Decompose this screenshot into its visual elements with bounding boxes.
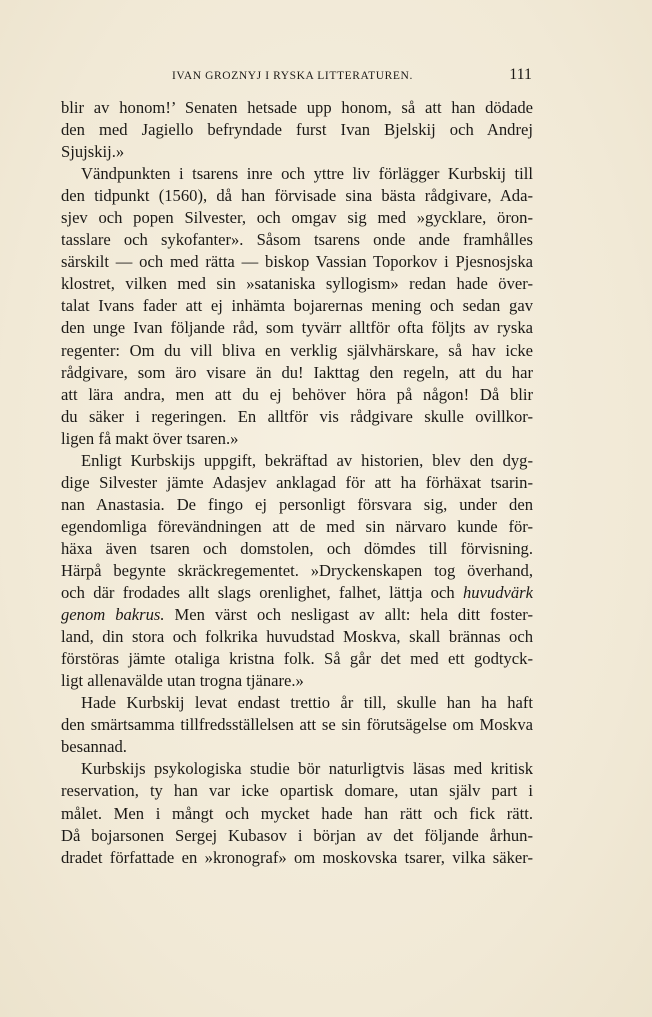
text-line: ligt allenavälde utan trogna tjänare.» <box>61 671 304 691</box>
text-line: Kurbskijs psykologiska studie bör naturligtvis läsas med kritisk <box>81 759 533 779</box>
text-line: sjev och popen Silvester, och omgav sig med »gycklare, öron- <box>61 208 533 228</box>
text-line: Vändpunkten i tsarens inre och yttre liv förlägger Kurbskij till <box>81 164 533 184</box>
text-line: dradet författade en »kronograf» om moskovska tsarer, vilka säker- <box>61 847 533 867</box>
text-line: häxa även tsaren och domstolen, och dömdes till förvisning. <box>61 538 533 558</box>
body-text <box>61 97 533 869</box>
text-line: förstöras jämte otaliga kristna folk. Så går det med ett godtyck- <box>61 649 533 669</box>
text-line: talat Ivans fader att ej inhämta bojarernas mening och sedan gav <box>61 296 533 316</box>
text-line: besannad. <box>61 737 127 757</box>
text-line: och där frodades allt slags orenlighet, falhet, lättja och huvudvärk <box>61 583 533 603</box>
text-line: Då bojarsonen Sergej Kubasov i början av det följande århun- <box>61 825 533 845</box>
text-line: den unge Ivan följande råd, som tyvärr alltför ofta följts av ryska <box>61 318 533 338</box>
text-line: den med Jagiello befryndade furst Ivan Bjelskij och Andrej <box>61 120 533 140</box>
text-line: land, din stora och folkrika huvudstad Moskva, skall brännas och <box>61 627 533 647</box>
text-line: rådgivare, som äro visare än du! Iakttag den regeln, att du har <box>61 362 533 382</box>
text-line: egendomliga förevändningen att de med sin närvaro kunde för- <box>61 516 533 536</box>
text-line: särskilt — och med rätta — biskop Vassian Toporkov i Pjesnosjska <box>61 252 533 272</box>
italic-text: huvudvärk <box>462 583 533 603</box>
text-line: genom bakrus. Men värst och nesligast av allt: hela ditt foster- <box>61 605 533 625</box>
text-line: ligen få makt över tsaren.» <box>61 428 239 448</box>
text-line: att lära andra, men att du ej behöver höra på någon! Då blir <box>61 384 533 404</box>
text-line: klostret, vilken med sin »sataniska syllogism» redan hade över- <box>61 274 533 294</box>
text-line: regenter: Om du vill bliva en verklig självhärskare, så hav icke <box>61 340 533 360</box>
text-line: blir av honom!’ Senaten hetsade upp honom, så att han dödade <box>61 98 533 117</box>
text-line: den tidpunkt (1560), då han förvisade sina bästa rådgivare, Ada- <box>61 186 533 206</box>
text-line: Enligt Kurbskijs uppgift, bekräftad av historien, blev den dyg- <box>81 450 533 470</box>
text-line: den smärtsamma tillfredsställelsen att se sin förutsägelse om Moskva <box>61 715 533 735</box>
text-line: tasslare och sykofanter». Såsom tsarens onde ande framhålles <box>61 230 533 250</box>
text-line: målet. Men i mångt och mycket hade han rätt och fick rätt. <box>61 803 533 823</box>
text-line: dige Silvester jämte Adasjev anklagad för att ha förhäxat tsarin- <box>61 472 533 492</box>
text-line: Härpå begynte skräckregementet. »Dryckenskapen tog överhand, <box>61 560 533 580</box>
text-line: reservation, ty han var icke opartisk domare, utan själv part i <box>61 781 533 801</box>
running-head: IVAN GROZNYJ I RYSKA LITTERATUREN. <box>172 70 413 82</box>
text-line: du säker i regeringen. En alltför vis rådgivare skulle ovillkor- <box>61 406 533 426</box>
page-header <box>62 66 532 88</box>
italic-text: genom bakrus. <box>61 605 165 625</box>
text-line: Hade Kurbskij levat endast trettio år till, skulle han ha haft <box>81 693 533 713</box>
text-line: Sjujskij.» <box>61 142 125 162</box>
text-line: nan Anastasia. De fingo ej personligt försvara sig, under den <box>61 494 533 514</box>
page-number: 111 <box>509 66 532 83</box>
